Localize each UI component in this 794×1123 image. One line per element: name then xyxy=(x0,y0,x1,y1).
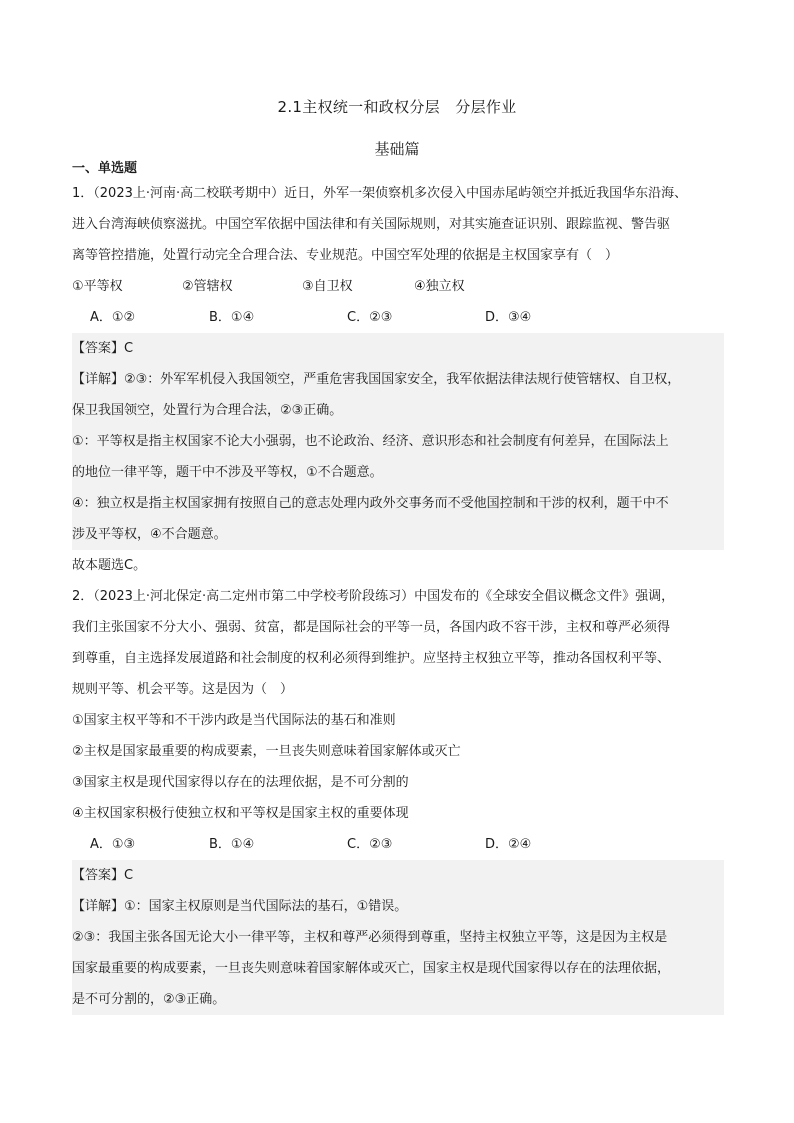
detail-line: 涉及平等权，④不合题意。 xyxy=(72,527,227,542)
question-2-stem-line: 2．（2023上·河北保定·高二定州市第二中学校考阶段练习）中国发布的《全球安全倡议概念文件》强调， xyxy=(72,589,675,604)
option-4: ④独立权 xyxy=(414,279,465,294)
statement-1: ①国家主权平等和不干涉内政是当代国际法的基石和准则 xyxy=(72,713,396,728)
section-title: 基础篇 xyxy=(374,140,420,158)
choice-a: A．①③ xyxy=(90,837,136,852)
answer: 【答案】C xyxy=(72,868,134,883)
answer: 【答案】C xyxy=(72,341,134,356)
choice-b: B．①④ xyxy=(209,310,255,325)
detail-line: 保卫我国领空，处置行为合理合法，②③正确。 xyxy=(72,403,343,418)
question-1-stem-line: 离等管控措施，处置行动完全合理合法、专业规范。中国空军处理的依据是主权国家享有（ ） xyxy=(72,248,619,263)
detail-line: ④：独立权是指主权国家拥有按照自己的意志处理内政外交事务而不受他国控制和干涉的权利，题干中不 xyxy=(72,496,669,511)
detail-line: ①：平等权是指主权国家不论大小强弱，也不论政治、经济、意识形态和社会制度有何差异，在国际法上 xyxy=(72,434,669,449)
choice-d: D．③④ xyxy=(485,310,532,325)
question-1-options xyxy=(72,271,724,302)
detail-line: 是不可分割的，②③正确。 xyxy=(72,992,226,1007)
option-3: ③自卫权 xyxy=(302,279,353,294)
detail-line: ②③：我国主张各国无论大小一律平等，主权和尊严必须得到尊重，坚持主权独立平等，这是因为主权是 xyxy=(72,930,668,945)
choice-d: D．②④ xyxy=(485,837,532,852)
detail-line: 【详解】②③：外军军机侵入我国领空，严重危害我国国家安全，我军依据法律法规行使管辖权、自卫权， xyxy=(72,372,681,387)
question-1-stem-line: 1．（2023上·河南·高二校联考期中）近日，外军一架侦察机多次侵入中国赤尾屿领空并抵近我国华东沿海、 xyxy=(72,186,688,201)
question-2-choices xyxy=(72,829,724,860)
question-1 xyxy=(72,178,724,581)
choice-c: C．②③ xyxy=(347,310,393,325)
option-1: ①平等权 xyxy=(72,279,123,294)
question-2-stem-line: 我们主张国家不分大小、强弱、贫富，都是国际社会的平等一员，各国内政不容干涉，主权和尊严必须得 xyxy=(72,620,671,635)
question-2-stem-line: 规则平等、机会平等。这是因为（ ） xyxy=(72,682,294,697)
statement-3: ③国家主权是现代国家得以存在的法理依据，是不可分割的 xyxy=(72,775,409,790)
question-1-stem-line: 进入台湾海峡侦察滋扰。中国空军依据中国法律和有关国际规则，对其实施查证识别、跟踪监视、警告驱 xyxy=(72,217,671,232)
option-2: ②管辖权 xyxy=(182,279,233,294)
detail-line: 的地位一律平等，题干中不涉及平等权，①不合题意。 xyxy=(72,465,383,480)
document-content xyxy=(72,160,724,1015)
detail-line: 【详解】①：国家主权原则是当代国际法的基石，①错误。 xyxy=(72,899,408,914)
statement-4: ④主权国家积极行使独立权和平等权是国家主权的重要体现 xyxy=(72,806,409,821)
choice-c: C．②③ xyxy=(347,837,393,852)
choice-a: A．①② xyxy=(90,310,136,325)
question-2-answer-block xyxy=(72,860,724,1015)
conclusion: 故本题选C。 xyxy=(72,558,147,573)
part-heading: 一、单选题 xyxy=(72,161,138,176)
question-2 xyxy=(72,581,724,1015)
statement-2: ②主权是国家最重要的构成要素，一旦丧失则意味着国家解体或灭亡 xyxy=(72,744,461,759)
question-1-answer-block xyxy=(72,333,724,550)
document-title: 2.1主权统一和政权分层 分层作业 xyxy=(277,98,517,116)
question-2-stem-line: 到尊重，自主选择发展道路和社会制度的权利必须得到维护。应坚持主权独立平等，推动各国权利平等、 xyxy=(72,651,671,666)
detail-line: 国家最重要的构成要素，一旦丧失则意味着国家解体或灭亡，国家主权是现代国家得以存在的法理依据， xyxy=(72,961,671,976)
choice-b: B．①④ xyxy=(209,837,255,852)
question-1-choices xyxy=(72,302,724,333)
